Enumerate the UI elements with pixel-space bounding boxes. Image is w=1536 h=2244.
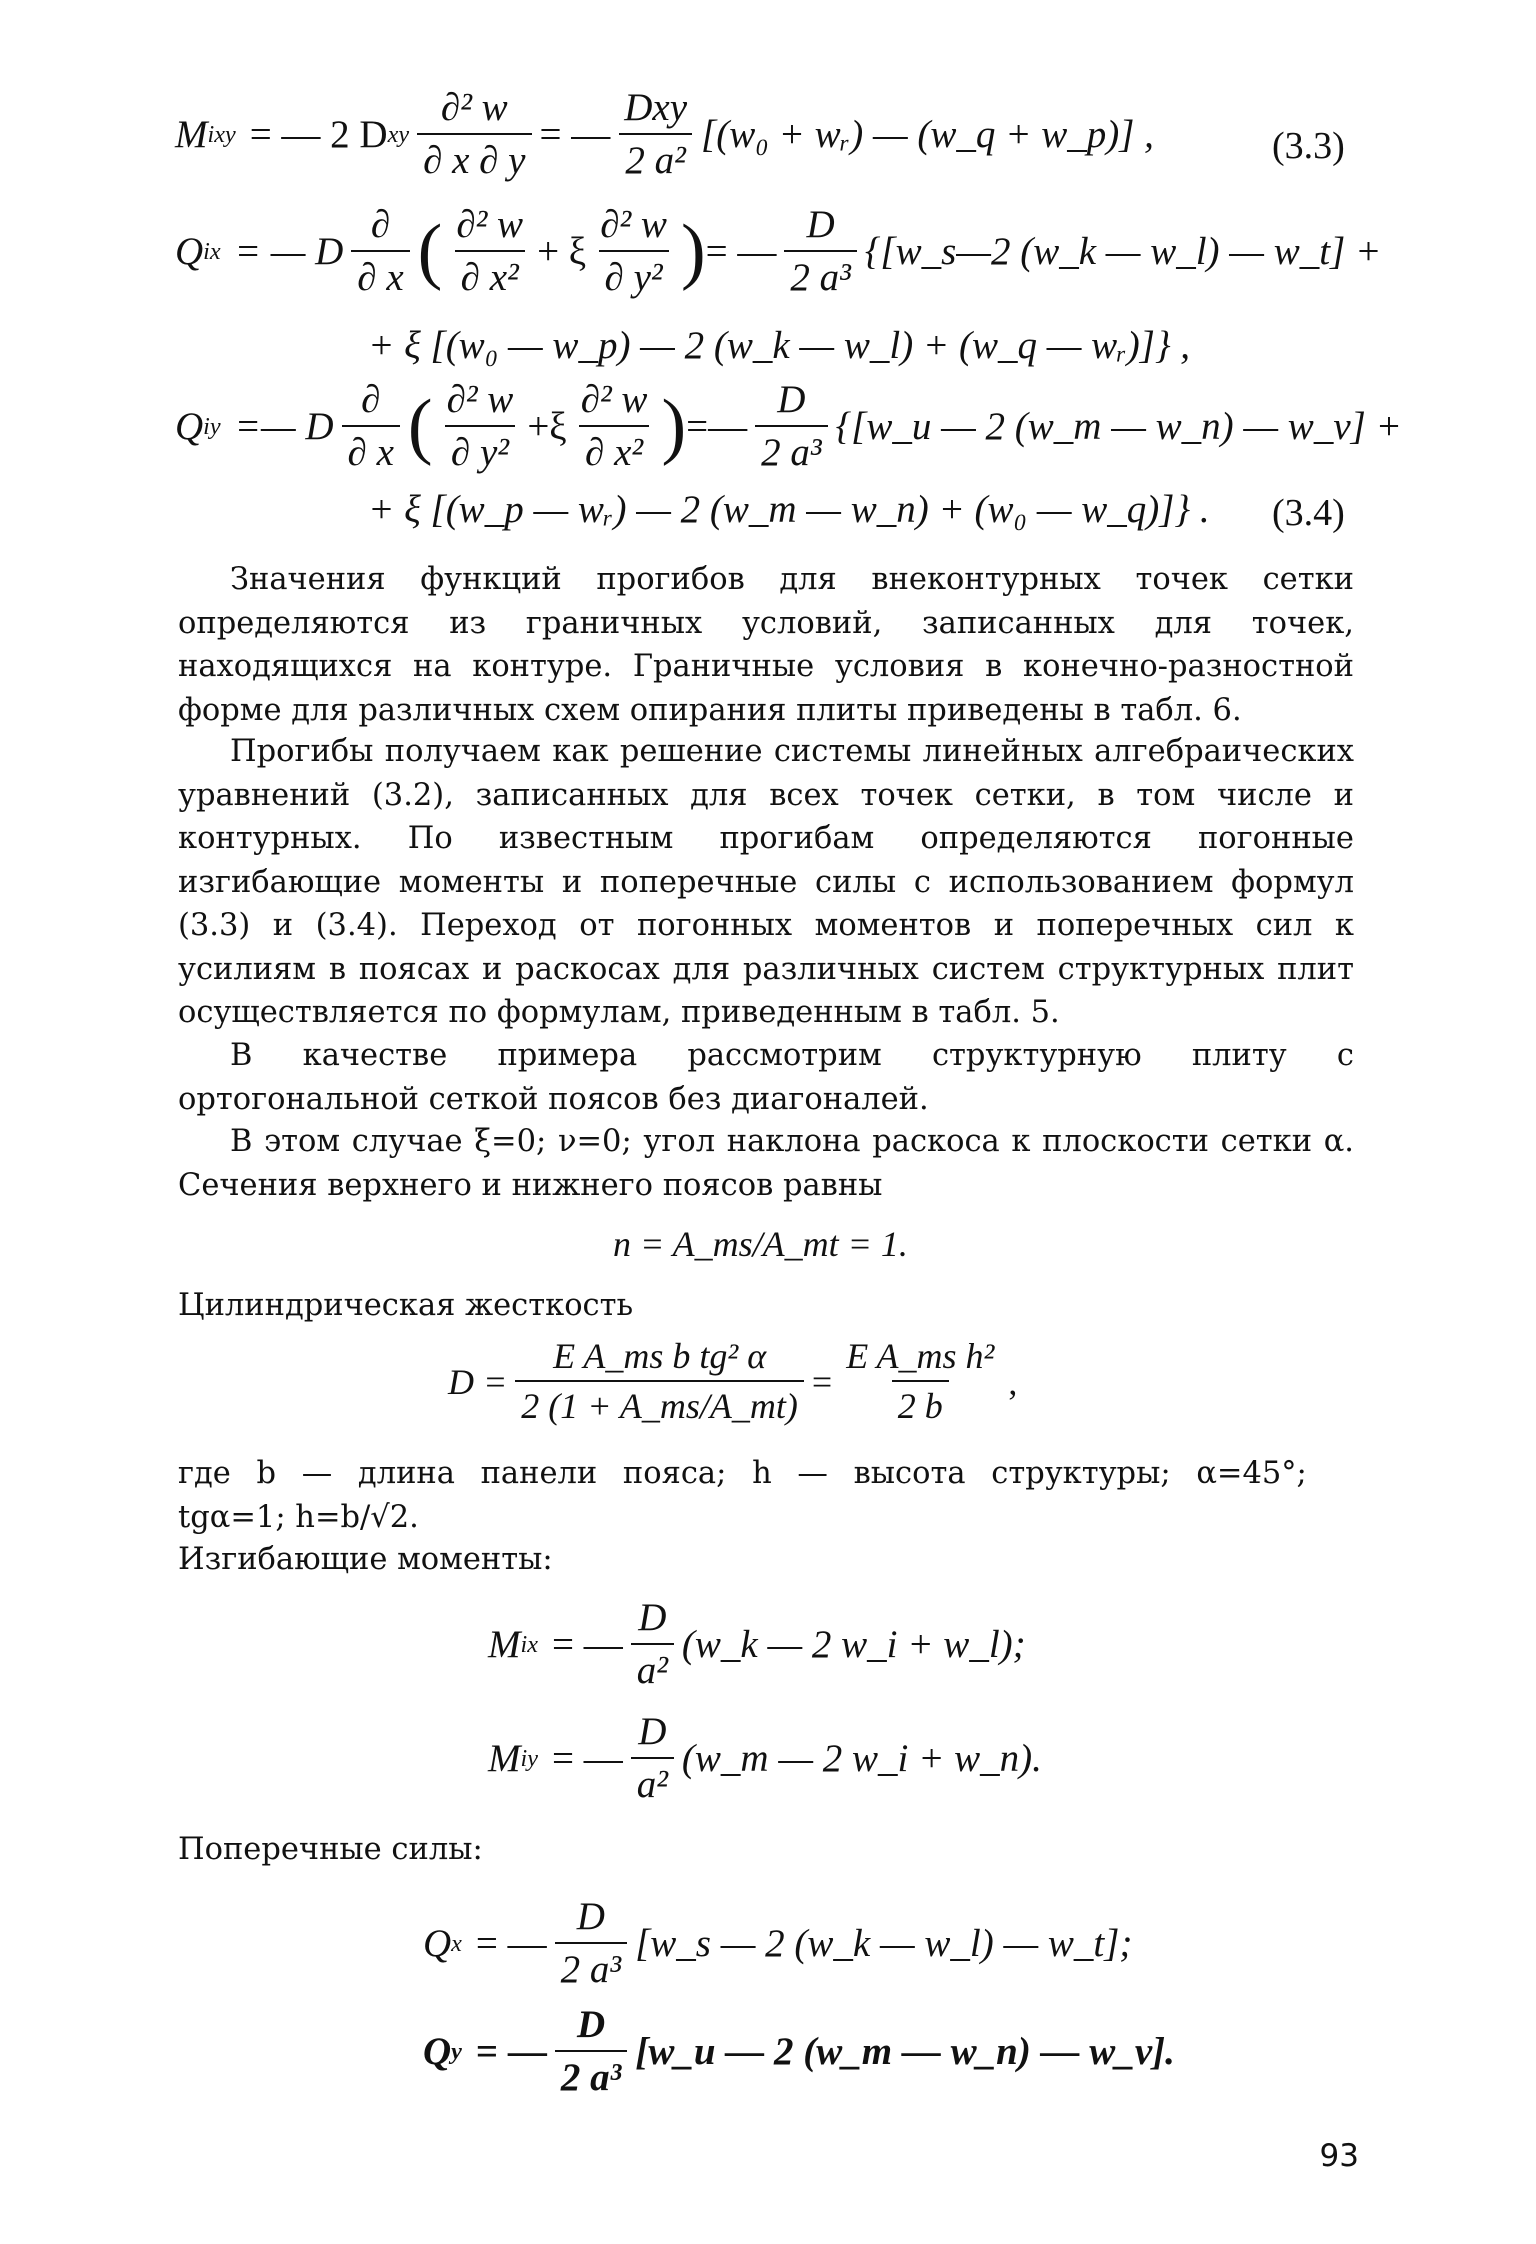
fraction: $\frac{\text{Dxy}}{\text{2 a²}}$ [618,88,693,182]
equation-3-4-qy-continuation: + ξ [(w_p — wᵣ) — 2 (w_m — w_n) + (w₀ — w_q)]} . [368,488,1210,531]
equation-3-4-qy: Q iy =— D $\frac{\partial}{\partial x}$ ( $\frac{\text{∂² w}}{\text{∂ y²}}$ +ξ $\frac{\text{∂² w}}{\text{∂ x²}}$ ) =— $\frac{D}{\text{2 a³}}$ {[w_u — 2 (w_m — w_n) — w_v] + [175,378,1402,474]
paragraph: Значения функций прогибов для внеконтурных точек сетки определяются из граничных условий, записанных для точек, находящихся на контуре. Граничные условия в конечно-разностной форме для различных схем опирания плиты приведены в табл. 6. [178,562,1354,728]
equation-number: (3.3) [1272,125,1345,167]
paragraph: В этом случае ξ=0; ν=0; угол наклона раскоса к плоскости сетки α. Сечения верхнего и нижнего поясов равны [178,1124,1354,1203]
page-number: 93 [1319,2138,1359,2174]
equation-mx: M ix = — $\frac{D}{\text{a²}}$ (w_k — 2 w_i + w_l); [488,1596,1026,1692]
forces-label: Поперечные силы: [178,1832,483,1867]
equation-stiffness: D = $\frac{\text{E A\_ms b tg² α}}{2 (1 + A\_ms/A\_mt)}$ = $\frac{\text{E A\_ms h²}}{2 b}$ , [448,1336,1018,1426]
equation-3-4-qx-continuation: + ξ [(w₀ — w_p) — 2 (w_k — w_l) + (w_q — wᵣ)]} , [368,324,1191,367]
paragraph: Прогибы получаем как решение системы линейных алгебраических уравнений (3.2), записанных для всех точек сетки, в том числе и контурных. По известным прогибам определяются погонные изгибающие моменты и поперечные силы с использованием формул (3.3) и (3.4). Переход от погонных моментов и поперечных сил к усилиям в поясах и раскосах для различных систем структурных плит осуществляется по формулам, приведенным в табл. 5. [178,734,1354,1030]
equation-3-4-qx: Q ix = — D $\frac{\partial}{\partial x}$ ( $\frac{\text{∂² w}}{\text{∂ x²}}$ + ξ $\frac{\text{∂² w}}{\text{∂ y²}}$ ) = — $\frac{D}{\text{2 a³}}$ {[w_s—2 (w_k — w_l) — w_t] + [175,203,1382,299]
equation-number: (3.4) [1272,492,1345,534]
definition-line: где b — длина панели пояса; h — высота структуры; α=45°; [178,1456,1307,1491]
moments-label: Изгибающие моменты: [178,1542,553,1577]
stiffness-label: Цилиндрическая жесткость [178,1288,634,1323]
equation-my: M iy = — $\frac{D}{\text{a²}}$ (w_m — 2 w_i + w_n). [488,1710,1042,1806]
fraction: $\frac{\text{∂² w}}{\partial x \partial y}$ [417,88,531,182]
definition-line: tgα=1; h=b/√2. [178,1500,419,1535]
equation-3-3: M ixy = — 2 D xy $\frac{\text{∂² w}}{\partial x \partial y}$ = — $\frac{\text{Dxy}}{\text{2 a²}}$ [(w₀ + wᵣ) — (w_q + w_p)] , [175,86,1154,182]
equation-n: n = A_ms/A_mt = 1. [613,1224,908,1264]
equation-qx: Q x = — $\frac{D}{\text{2 a³}}$ [w_s — 2 (w_k — w_l) — w_t]; [423,1895,1133,1991]
equation-qy: Q y = — $\frac{D}{\text{2 a³}}$ [w_u — 2 (w_m — w_n) — w_v]. [423,2003,1175,2099]
paragraph: В качестве примера рассмотрим структурную плиту с ортогональной сеткой поясов без диагоналей. [178,1038,1354,1117]
